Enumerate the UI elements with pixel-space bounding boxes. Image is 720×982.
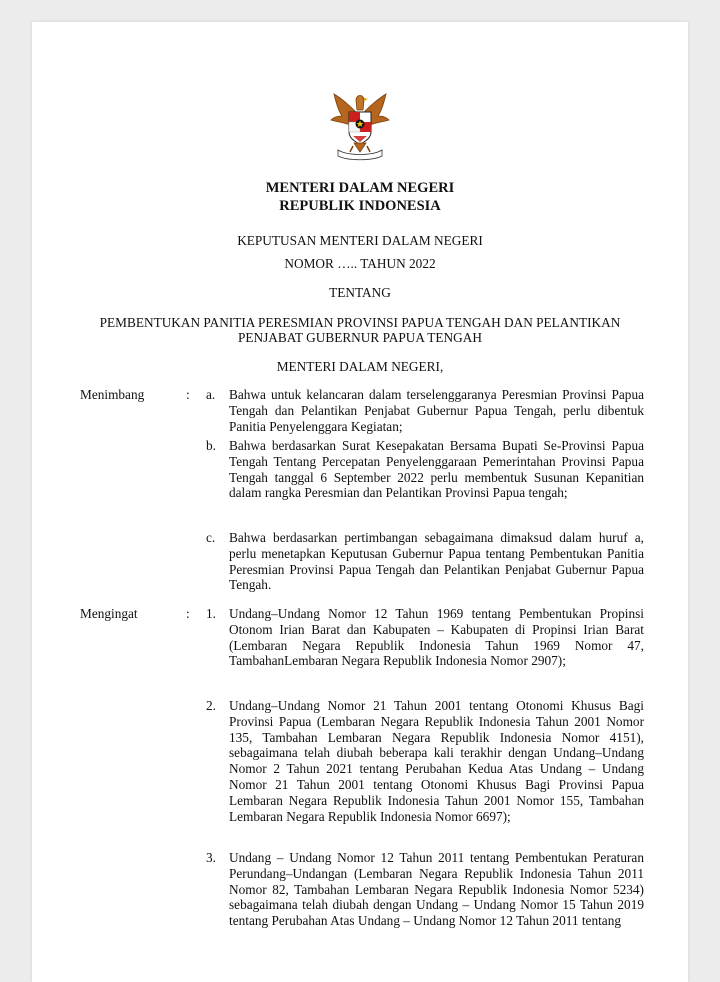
- decree-title: KEPUTUSAN MENTERI DALAM NEGERI: [237, 233, 483, 248]
- considering-item-a: Bahwa untuk kelancaran dalam terselenggaranya Peresmian Provinsi Papua Tengah dan Pelantikan Penjabat Gubernur Papua Tengah, perlu dibentuk Panitia Penyelenggara Kegiatan;: [229, 387, 644, 434]
- recalling-marker-2: 2.: [206, 698, 216, 713]
- issuer-line: MENTERI DALAM NEGERI,: [276, 359, 444, 374]
- recalling-colon: :: [186, 606, 190, 621]
- considering-colon: :: [186, 387, 190, 402]
- recalling-marker-3: 3.: [206, 850, 216, 865]
- recalling-label: Mengingat: [80, 606, 138, 621]
- considering-item-b: Bahwa berdasarkan Surat Kesepakatan Bersama Bupati Se-Provinsi Papua Tengah Tentang Percepatan Penyelenggaraan Pemerintahan Provinsi Papua Tengah tanggal 6 September 2022 perlu membentuk Susunan Kepanitian dalam rangka Peresmian dan Pelantikan Provinsi Papua tengah;: [229, 438, 644, 501]
- recalling-item-1: Undang–Undang Nomor 12 Tahun 1969 tentang Pembentukan Propinsi Otonom Irian Barat dan Kabupaten – Kabupaten di Propinsi Irian Barat (Lembaran Negara Republik Indonesia Tahun 1969 Nomor 47, TambahanLembaran Negara Republik Indonesia Nomor 2907);: [229, 606, 644, 669]
- decree-number: NOMOR ….. TAHUN 2022: [284, 256, 436, 271]
- recalling-item-2: Undang–Undang Nomor 21 Tahun 2001 tentang Otonomi Khusus Bagi Provinsi Papua (Lembaran Negara Republik Indonesia Tahun 2001 Nomor 135, Tambahan Lembaran Negara Republik Indonesia Nomor 4151), sebagaimana telah diubah beberapa kali terakhir dengan Undang–Undang Nomor 2 Tahun 2021 tentang Perubahan Kedua Atas Undang – Undang Nomor 21 Tahun 2001 tentang Otonomi Khusus Bagi Provinsi Papua Lembaran Negara Republik Indonesia Tahun 2001 Nomor 155, Tambahan Lembaran Negara Republik Indonesia Nomor 6697);: [229, 698, 644, 824]
- considering-marker-c: c.: [206, 530, 216, 545]
- considering-label: Menimbang: [80, 387, 145, 402]
- document-page: [32, 22, 688, 982]
- recalling-marker-1: 1.: [206, 606, 216, 621]
- considering-marker-a: a.: [206, 387, 216, 402]
- minister-title: MENTERI DALAM NEGERI: [265, 180, 455, 196]
- republic-title: REPUBLIK INDONESIA: [279, 198, 441, 214]
- subject-line-2: PENJABAT GUBERNUR PAPUA TENGAH: [238, 330, 482, 345]
- recalling-item-3: Undang – Undang Nomor 12 Tahun 2011 tentang Pembentukan Peraturan Perundang–Undangan (Lembaran Negara Republik Indonesia Tahun 2011 Nomor 82, Tambahan Lembaran Negara Republik Indonesia Nomor 5234) sebagaimana telah diubah dengan Undang – Undang Nomor 15 Tahun 2019 tentang Perubahan Atas Undang – Undang Nomor 12 Tahun 2011 tentang: [229, 850, 644, 929]
- considering-item-c: Bahwa berdasarkan pertimbangan sebagaimana dimaksud dalam huruf a, perlu menetapkan Keputusan Gubernur Papua tentang Pembentukan Panitia Peresmian Provinsi Papua Tengah dan Pelantikan Penjabat Gubernur Papua Tengah.: [229, 530, 644, 593]
- subject-line-1: PEMBENTUKAN PANITIA PERESMIAN PROVINSI PAPUA TENGAH DAN PELANTIKAN: [99, 315, 621, 330]
- considering-marker-b: b.: [206, 438, 216, 453]
- about-heading: TENTANG: [329, 285, 391, 300]
- garuda-emblem: [326, 86, 394, 162]
